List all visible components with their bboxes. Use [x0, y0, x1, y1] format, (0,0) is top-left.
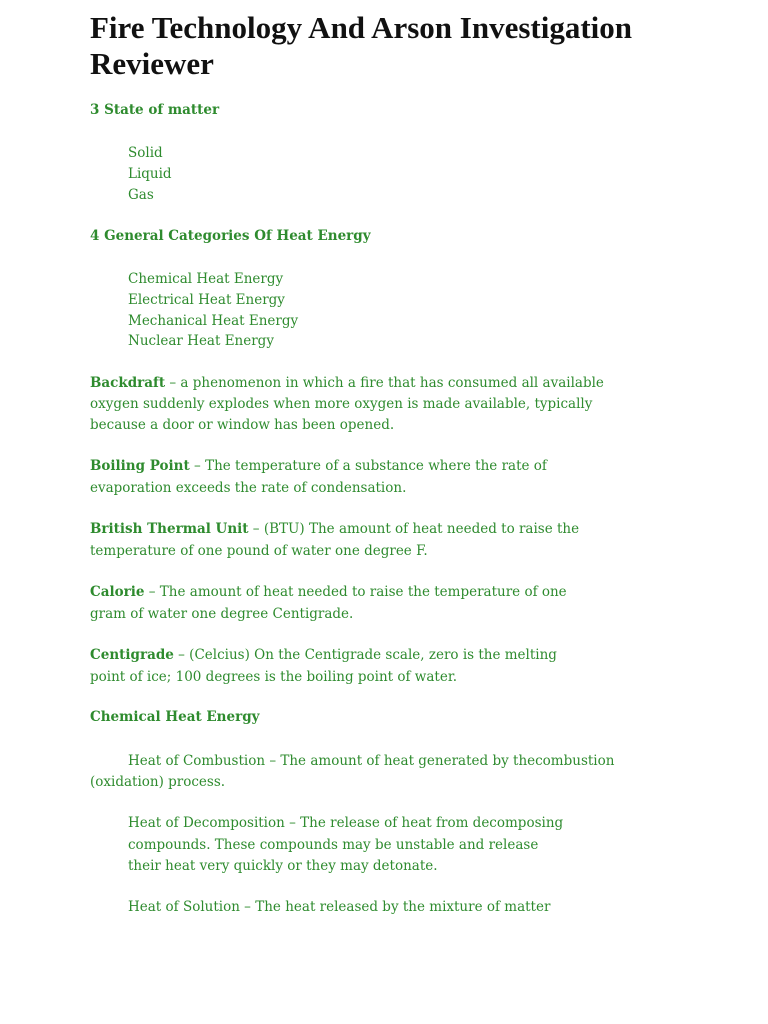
list-item: Chemical Heat Energy — [128, 271, 284, 287]
backdraft-line: oxygen suddenly explodes when more oxygen is made available, typically — [90, 396, 593, 412]
list-item: Mechanical Heat Energy — [128, 313, 299, 329]
backdraft-definition — [90, 375, 604, 391]
backdraft-text: – a phenomenon in which a fire that has consumed all available — [165, 375, 604, 391]
heat-heading: 4 General Categories Of Heat Energy — [90, 228, 371, 244]
btu-definition — [90, 521, 579, 537]
list-item: Nuclear Heat Energy — [128, 333, 274, 349]
boiling-point-line: evaporation exceeds the rate of condensation. — [90, 480, 407, 496]
boiling-point-term: Boiling Point — [90, 458, 190, 474]
boiling-point-text: – The temperature of a substance where the rate of — [189, 458, 547, 474]
btu-text: – (BTU) The amount of heat needed to raise the — [248, 521, 580, 537]
calorie-line: gram of water one degree Centigrade. — [90, 606, 354, 622]
boiling-point-definition — [90, 458, 547, 474]
chemical-heading: Chemical Heat Energy — [90, 709, 260, 725]
centigrade-definition — [90, 647, 557, 663]
btu-line: temperature of one pound of water one degree F. — [90, 543, 428, 559]
solution-line: Heat of Solution – The heat released by the mixture of matter — [128, 899, 551, 915]
backdraft-term: Backdraft — [90, 375, 166, 391]
page-title: Fire Technology And Arson Investigation Reviewer — [90, 10, 633, 81]
list-item: Liquid — [128, 166, 172, 182]
calorie-term: Calorie — [90, 584, 145, 600]
backdraft-line: because a door or window has been opened. — [90, 417, 395, 433]
decomposition-line: Heat of Decomposition – The release of heat from decomposing — [128, 815, 564, 831]
states-heading: 3 State of matter — [90, 102, 220, 118]
combustion-line: (oxidation) process. — [90, 774, 226, 790]
calorie-text: – The amount of heat needed to raise the temperature of one — [144, 584, 567, 600]
calorie-definition — [90, 584, 567, 600]
centigrade-line: point of ice; 100 degrees is the boiling point of water. — [90, 669, 458, 685]
list-item: Gas — [128, 187, 154, 203]
centigrade-term: Centigrade — [90, 647, 174, 663]
centigrade-text: – (Celcius) On the Centigrade scale, zero is the melting — [173, 647, 557, 663]
list-item: Electrical Heat Energy — [128, 292, 285, 308]
decomposition-line: compounds. These compounds may be unstable and release — [128, 837, 539, 853]
decomposition-line: their heat very quickly or they may detonate. — [128, 858, 438, 874]
btu-term: British Thermal Unit — [90, 521, 249, 537]
list-item: Solid — [128, 145, 163, 161]
combustion-line: Heat of Combustion – The amount of heat generated by thecombustion — [128, 753, 615, 769]
